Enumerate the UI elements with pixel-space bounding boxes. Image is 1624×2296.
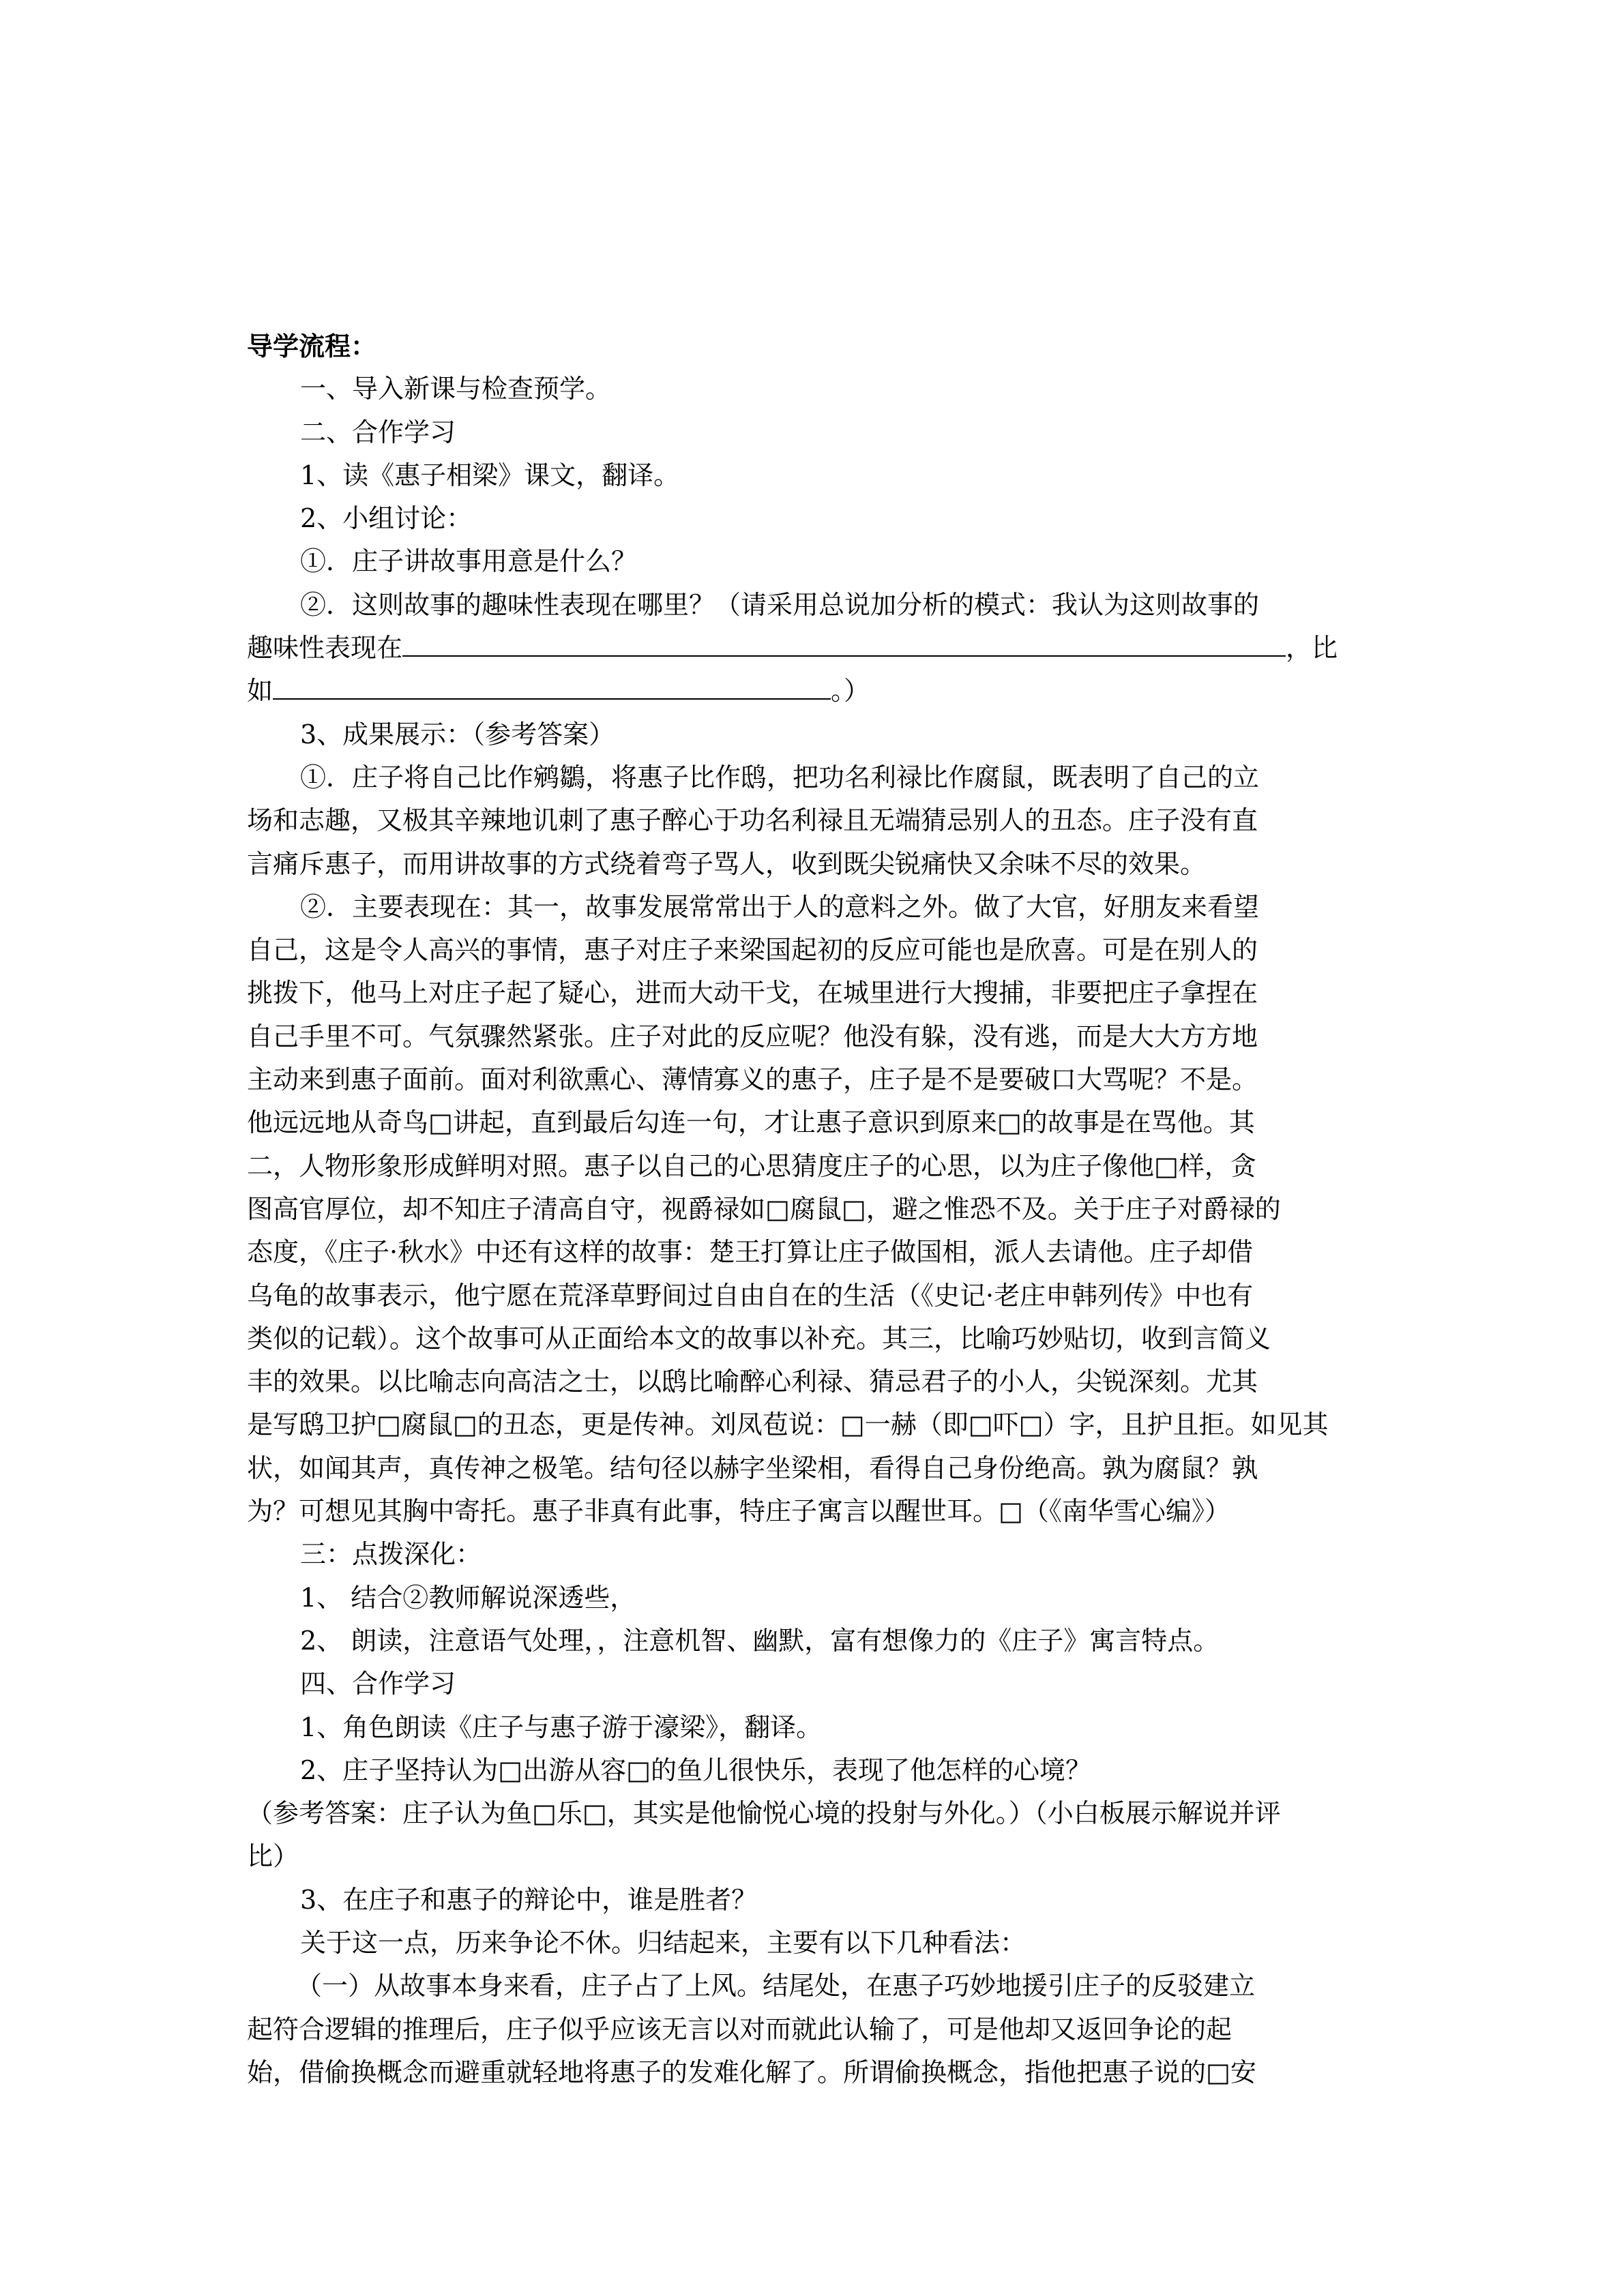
paragraph-line: 言痛斥惠子，而用讲故事的方式绕着弯子骂人，收到既尖锐痛快又余味不尽的效果。	[247, 848, 1207, 879]
coop-item-1: 1、角色朗读《庄子与惠子游于濠梁》，翻译。	[300, 1712, 823, 1742]
reference-answer: （参考答案：庄子认为鱼□乐□，其实是他愉悦心境的投射与外化。）（小白板展示解说并评	[247, 1798, 1281, 1829]
section-heading: 导学流程：	[247, 331, 377, 361]
blank-prefix: 如	[247, 676, 274, 706]
coop-item-3: 3、在庄子和惠子的辩论中，谁是胜者？	[300, 1884, 758, 1915]
blank-suffix: 。）	[831, 676, 870, 706]
paragraph-line: ①．庄子将自己比作鹓鶵，将惠子比作鸱，把功名利禄比作腐鼠，既表明了自己的立	[300, 762, 1260, 792]
paragraph-line: 场和志趣，又极其辛辣地讥刺了惠子醉心于功名利禄且无端猜忌别人的丑态。庄子没有直	[247, 805, 1258, 836]
results-heading: 3、成果展示：（参考答案）	[300, 719, 615, 749]
paragraph-line: 起符合逻辑的推理后，庄子似乎应该无言以对而就此认输了，可是他却又返回争论的起	[247, 2014, 1232, 2044]
paragraph-line: 是写鸱卫护□腐鼠□的丑态，更是传神。刘凤苞说：□一赫（即□吓□）字，且护且拒。如见其	[247, 1410, 1329, 1440]
paragraph-line: 乌龟的故事表示，他宁愿在荒泽草野间过自由自在的生活（《史记·老庄申韩列传》中也有	[247, 1280, 1254, 1311]
reference-answer-cont: 比）	[247, 1841, 299, 1872]
paragraph-line: 为？可想见其胸中寄托。惠子非真有此事，特庄子寓言以醒世耳。□（《南华雪心编》）	[247, 1496, 1230, 1527]
step-read-text: 1、读《惠子相梁》课文，翻译。	[300, 460, 680, 490]
paragraph-line: （一）从故事本身来看，庄子占了上风。结尾处，在惠子巧妙地援引庄子的反驳建立	[296, 1971, 1256, 2001]
paragraph-line: 他远远地从奇鸟□讲起，直到最后勾连一句，才让惠子意识到原来□的故事是在骂他。其	[247, 1107, 1255, 1138]
deepen-item-2: 2、 朗读，注意语气处理，，注意机智、幽默，富有想像力的《庄子》寓言特点。	[300, 1625, 1220, 1656]
paragraph-line: 自己手里不可。气氛骤然紧张。庄子对此的反应呢？他没有躲，没有逃，而是大大方方地	[247, 1021, 1258, 1052]
paragraph-line: 丰的效果。以比喻志向高洁之士，以鸱比喻醉心利禄、猜忌君子的小人，尖锐深刻。尤其	[247, 1367, 1258, 1397]
section-deepen: 三：点拨深化：	[300, 1539, 482, 1570]
paragraph-line: ②．主要表现在：其一，故事发展常常出于人的意料之外。做了大官，好朋友来看望	[300, 891, 1260, 922]
paragraph-line: 自己，这是令人高兴的事情，惠子对庄子来梁国起初的反应可能也是欣喜。可是在别人的	[247, 935, 1258, 966]
blank-prefix: 趣味性表现在	[247, 633, 403, 664]
question-2: ②．这则故事的趣味性表现在哪里？（请采用总说加分析的模式：我认为这则故事的	[300, 589, 1260, 620]
paragraph-line: 图高官厚位，却不知庄子清高自守，视爵禄如□腐鼠□，避之惟恐不及。关于庄子对爵禄的	[247, 1193, 1281, 1224]
blank-suffix: ，比	[1286, 633, 1338, 664]
section-cooperative-learning-2: 四、合作学习	[300, 1669, 456, 1699]
question-1: ①．庄子讲故事用意是什么？	[300, 546, 638, 577]
step-intro: 一、导入新课与检查预学。	[300, 374, 612, 404]
fill-blank-line-2	[247, 670, 1379, 713]
deepen-item-1: 1、 结合②教师解说深透些，	[300, 1582, 636, 1613]
document-page	[247, 325, 1379, 2094]
paragraph-line: 始，借偷换概念而避重就轻地将惠子的发难化解了。所谓偷换概念，指他把惠子说的□安	[247, 2057, 1256, 2087]
paragraph-line: 二，人物形象形成鲜明对照。惠子以自己的心思猜度庄子的心思，以为庄子像他□样，贪	[247, 1150, 1256, 1181]
paragraph-line: 类似的记载）。这个故事可从正面给本文的故事以补充。其三，比喻巧妙贴切，收到言简义	[247, 1323, 1271, 1354]
paragraph-line: 挑拨下，他马上对庄子起了疑心，进而大动干戈，在城里进行大搜捕，非要把庄子拿捏在	[247, 978, 1258, 1009]
paragraph-line: 状，如闻其声，真传神之极笔。结句径以赫字坐梁相，看得自己身份绝高。孰为腐鼠？孰	[247, 1452, 1258, 1483]
step-group-discussion: 2、小组讨论：	[300, 503, 473, 534]
step-cooperative-learning: 二、合作学习	[300, 417, 456, 447]
paragraph-line: 主动来到惠子面前。面对利欲熏心、薄情寡义的惠子，庄子是不是要破口大骂呢？不是。	[247, 1064, 1258, 1095]
answer-blank[interactable]	[402, 629, 1286, 657]
paragraph-line: 关于这一点，历来争论不休。归结起来，主要有以下几种看法：	[300, 1927, 1027, 1958]
fill-blank-line-1	[247, 627, 1379, 670]
answer-blank[interactable]	[273, 672, 831, 700]
coop-item-2: 2、庄子坚持认为□出游从容□的鱼儿很快乐，表现了他怎样的心境？	[300, 1755, 1091, 1785]
paragraph-line: 态度，《庄子·秋水》中还有这样的故事：楚王打算让庄子做国相，派人去请他。庄子却借	[247, 1237, 1254, 1268]
